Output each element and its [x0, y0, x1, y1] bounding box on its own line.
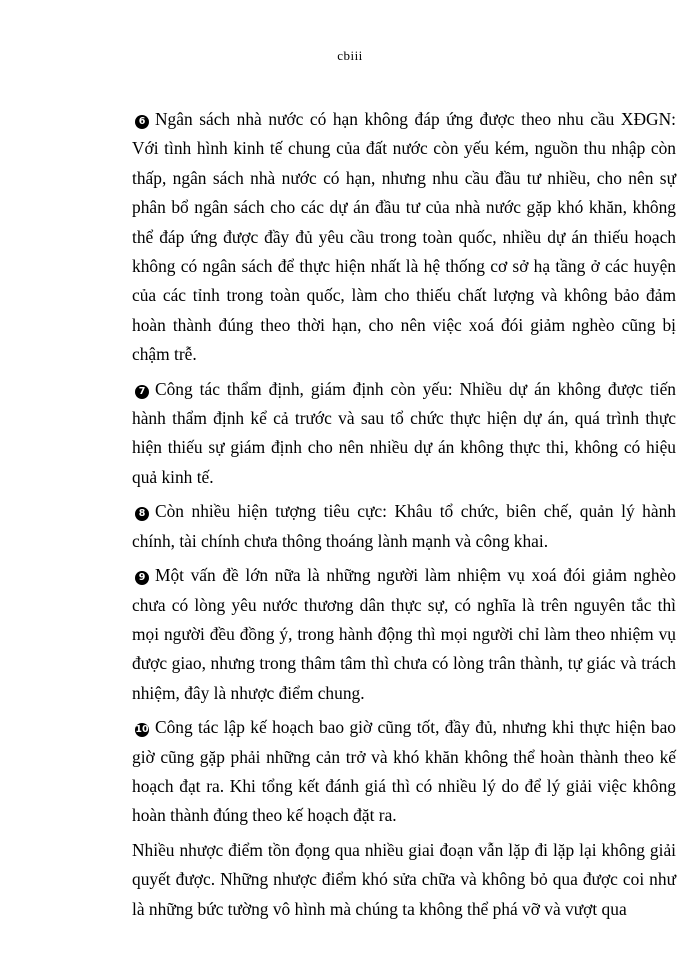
paragraph-text: Một vấn đề lớn nữa là những người làm nhiệm vụ xoá đói giảm nghèo chưa có lòng yêu nước thương dân thực sự, có nghĩa là trên nguyên tắc thì mọi người đều đồng ý, trong hành động thì mọi người chỉ làm theo nhiệm vụ được giao, nhưng trong thâm tâm thì chưa có lòng trân thành, tự giác và trách nhiệm, đây là nhược điểm chung.: [132, 565, 676, 703]
circled-number-7-icon: 7: [135, 385, 149, 399]
paragraph-text: Công tác thẩm định, giám định còn yếu: Nhiều dự án không được tiến hành thẩm định kể cả trước và sau tổ chức thực hiện dự án, quá trình thực hiện thiếu sự giám định cho nên nhiều dự án không thực thi, không có hiệu quả kinh tế.: [132, 378, 676, 487]
paragraph-text: Nhiều nhược điểm tồn đọng qua nhiều giai đoạn vẫn lặp đi lặp lại không giải quyết được. Những nhược điểm khó sửa chữa và không bỏ qua được coi như là những bức tường vô hình mà chúng ta không thể phá vỡ và vượt qua: [132, 839, 676, 919]
circled-number-9-icon: 9: [135, 571, 149, 585]
paragraph-item-8: [132, 497, 676, 556]
paragraph-item-10: [132, 713, 676, 831]
paragraph-item-7: [132, 375, 676, 493]
circled-number-10-icon: 10: [135, 724, 149, 736]
paragraph-item-9: [132, 561, 676, 708]
body-text: [132, 105, 676, 929]
paragraph-conclusion: [132, 836, 676, 924]
circled-number-6-icon: 6: [135, 115, 149, 129]
circled-number-8-icon: 8: [135, 507, 149, 521]
paragraph-item-6: [132, 105, 676, 370]
page-number: cbiii: [337, 48, 363, 63]
paragraph-text: Ngân sách nhà nước có hạn không đáp ứng được theo nhu cầu XĐGN: Với tình hình kinh tế chung của đất nước còn yếu kém, nguồn thu nhập còn thấp, ngân sách nhà nước có hạn, nhưng nhu cầu đầu tư nhiều, cho nên sự phân bổ ngân sách cho các dự án đầu tư của nhà nước gặp khó khăn, không thể đáp ứng được đầy đủ yêu cầu trong toàn quốc, nhiều dự án thiếu hoạch không có ngân sách để thực hiện nhất là hệ thống cơ sở hạ tầng ở các huyện của các tỉnh trong toàn quốc, làm cho thiếu chất lượng và không bảo đảm hoàn thành đúng theo thời hạn, cho nên việc xoá đói giảm nghèo cũng bị chậm trễ.: [132, 109, 676, 365]
paragraph-text: Công tác lập kế hoạch bao giờ cũng tốt, đầy đủ, nhưng khi thực hiện bao giờ cũng gặp phải những cản trở và khó khăn không thể hoàn thành theo kế hoạch đạt ra. Khi tổng kết đánh giá thì có nhiều lý do để lý giải việc không hoàn thành đúng theo kế hoạch đặt ra.: [132, 717, 676, 826]
paragraph-text: Còn nhiều hiện tượng tiêu cực: Khâu tổ chức, biên chế, quản lý hành chính, tài chính chưa thông thoáng lành mạnh và công khai.: [132, 501, 676, 551]
